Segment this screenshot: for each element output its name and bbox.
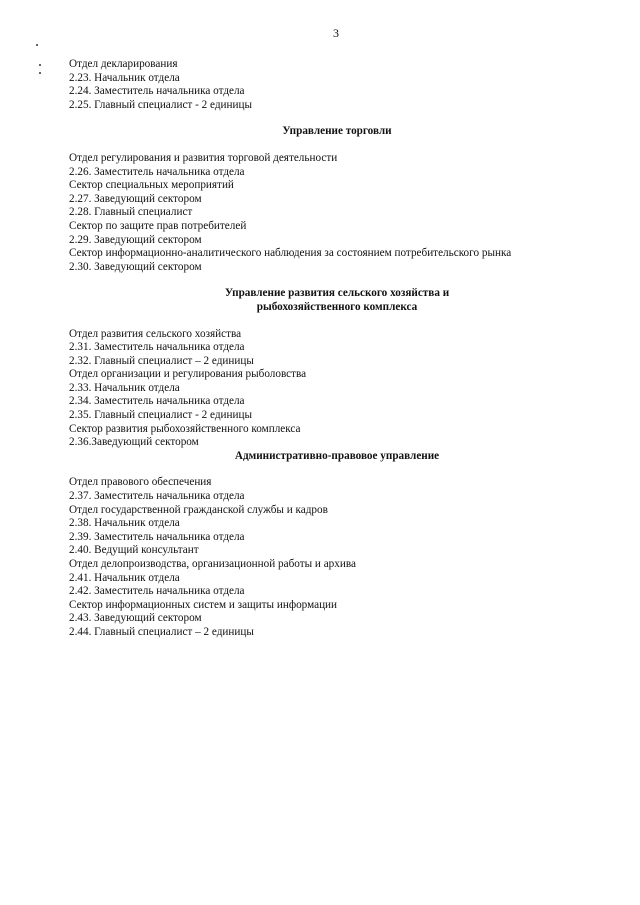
list-item: 2.29. Заведующий сектором (69, 233, 202, 246)
list-item: 2.26. Заместитель начальника отдела (69, 165, 245, 178)
spacer (69, 139, 605, 152)
margin-dot (39, 64, 41, 66)
list-item: 2.35. Главный специалист - 2 единицы (69, 409, 252, 422)
list-item: Отдел регулирования и развития торговой деятельности (69, 151, 338, 164)
list-item: Отдел делопроизводства, организационной работы и архива (69, 558, 356, 570)
sector-title: Сектор информационно-аналитического наблюдения за состоянием потребительского рынка (69, 247, 512, 260)
list-item: 2.23. Начальник отдела (69, 71, 180, 84)
spacer (69, 463, 605, 476)
list-item: 2.38. Начальник отдела (69, 517, 180, 530)
list-item: 2.42. Заместитель начальника отдела (69, 585, 245, 598)
section-heading: Управление торговли (282, 125, 392, 138)
list-item: Сектор по защите прав потребителей (69, 219, 247, 232)
page-number: 3 (333, 26, 339, 40)
list-item: 2.43. Заведующий сектором (69, 612, 202, 625)
list-item: 2.30. Заведующий сектором (69, 260, 202, 273)
list-item: 2.39. Заместитель начальника отдела (69, 530, 245, 543)
list-item: 2.44. Главный специалист – 2 единицы (69, 625, 254, 638)
list-item: Сектор специальных мероприятий (69, 179, 234, 192)
list-item: Отдел организации и регулирования рыболовства (69, 368, 307, 381)
list-item: 2.32. Главный специалист – 2 единицы (69, 354, 254, 367)
list-item: Сектор информационных систем и защиты информации (69, 598, 338, 611)
list-item: Сектор развития рыбохозяйственного комплекса (69, 422, 301, 435)
spacer (69, 274, 605, 287)
list-item: 2.28. Главный специалист (69, 206, 193, 219)
list-item: Отдел правового обеспечения (69, 476, 212, 489)
list-item: Отдел развития сельского хозяйства (69, 327, 242, 340)
list-item: 2.24. Заместитель начальника отдела (69, 85, 245, 98)
margin-dot (39, 72, 41, 74)
document-body (69, 58, 605, 640)
section-heading: Управление развития сельского хозяйства и (224, 287, 450, 300)
list-item: 2.34. Заместитель начальника отдела (69, 395, 245, 408)
list-item: Отдел декларирования (69, 58, 178, 70)
list-item: 2.27. Заведующий сектором (69, 192, 202, 205)
list-item: 2.37. Заместитель начальника отдела (69, 490, 245, 503)
list-item: 2.36.Заведующий сектором (69, 436, 199, 449)
section-heading: рыбохозяйственного комплекса (256, 300, 418, 313)
list-item: 2.40. Ведущий консультант (69, 544, 199, 557)
spacer (69, 315, 605, 328)
list-item: 2.33. Начальник отдела (69, 381, 180, 394)
list-item: 2.25. Главный специалист - 2 единицы (69, 98, 252, 111)
section-heading: Административно-правовое управление (234, 449, 440, 462)
margin-dot (36, 44, 38, 46)
list-item: 2.41. Начальник отдела (69, 571, 180, 584)
spacer (69, 112, 605, 125)
list-item: 2.31. Заместитель начальника отдела (69, 341, 245, 354)
list-item: Отдел государственной гражданской службы и кадров (69, 503, 328, 516)
